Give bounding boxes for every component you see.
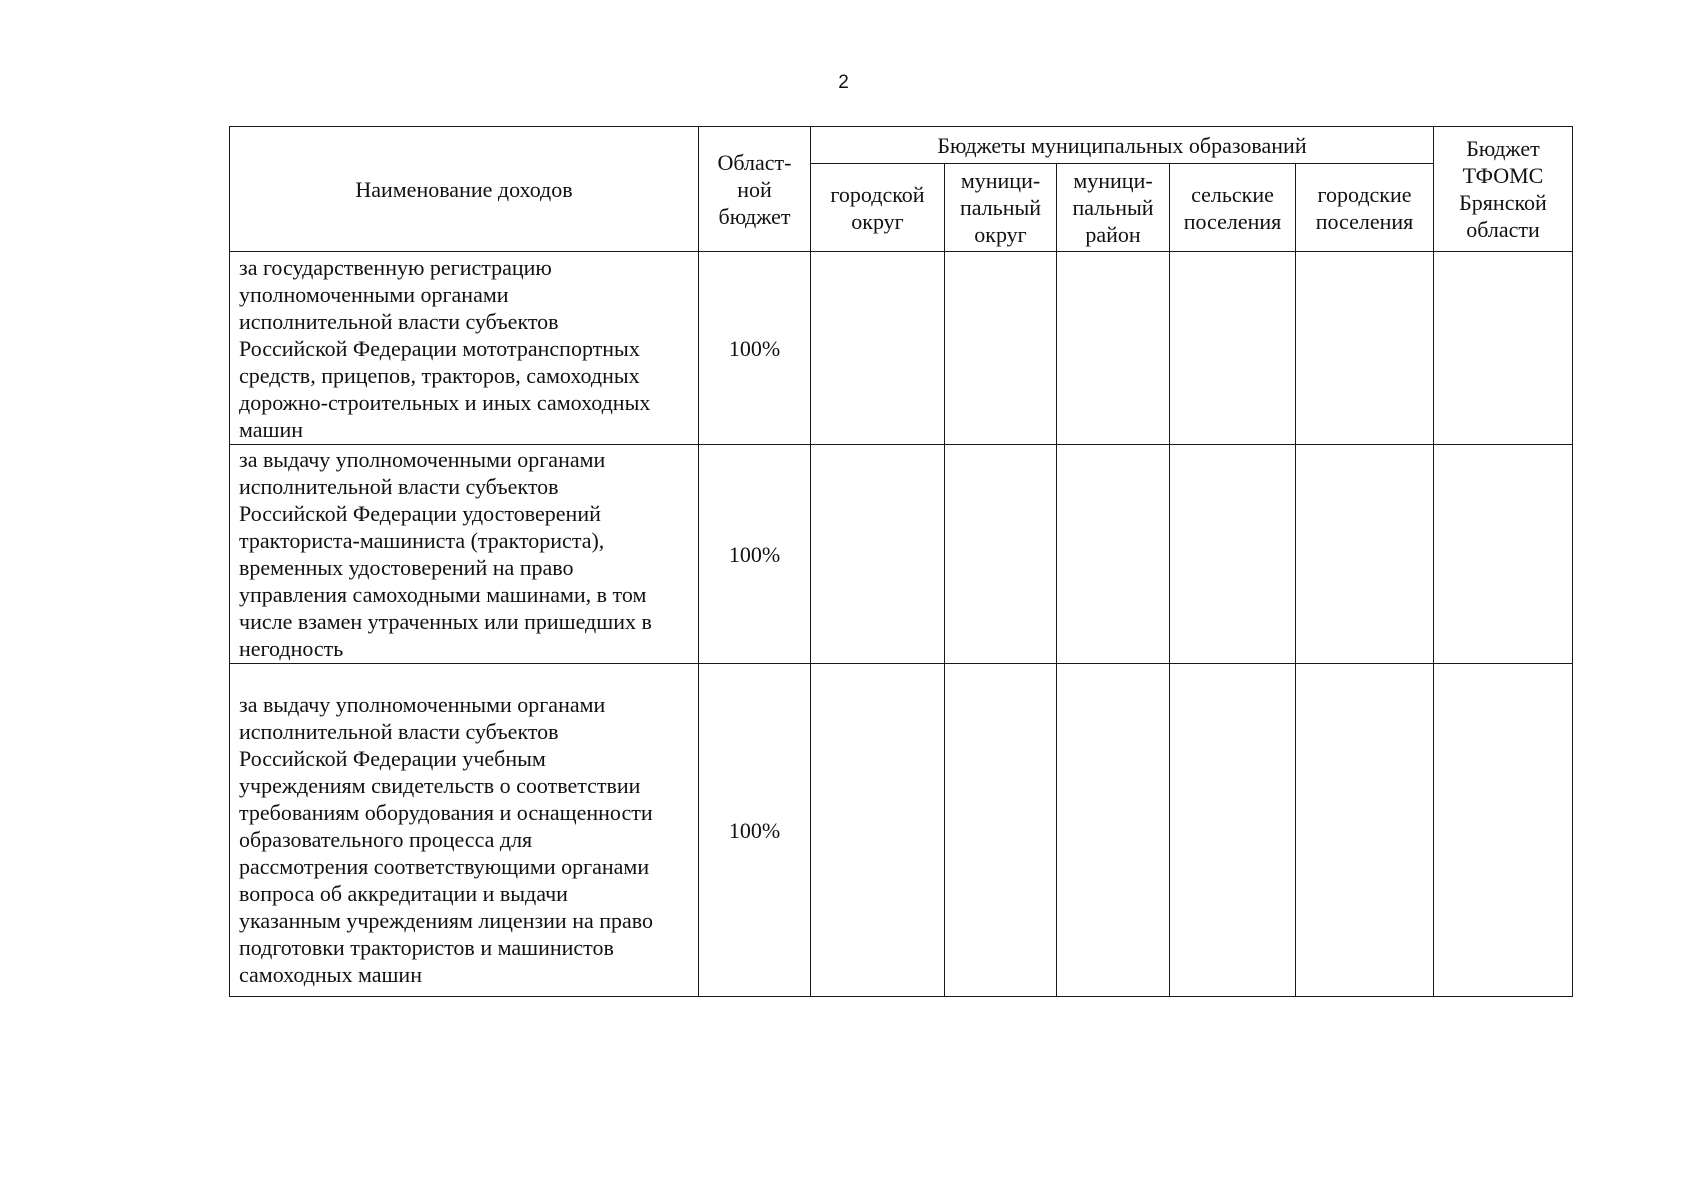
municipal-okrug-share-cell [945,664,1057,997]
header-municipal-okrug-text: муници- пальный округ [959,168,1042,247]
header-municipal-rayon-text: муници- пальный район [1072,168,1154,247]
tfoms-share-cell [1434,252,1573,445]
regional-share-cell: 100% [699,664,811,997]
header-municipal-budgets: Бюджеты муниципальных образований [811,127,1434,164]
rural-settlements-share-cell [1170,445,1296,664]
revenue-name-cell [230,252,699,445]
municipal-rayon-share-cell [1057,445,1170,664]
revenue-name-cell [230,664,699,997]
header-tfoms-budget [1434,127,1573,252]
rural-settlements-share-cell [1170,252,1296,445]
header-revenue-name: Наименование доходов [230,127,699,252]
header-regional-budget [699,127,811,252]
table-row [230,252,1573,445]
revenue-distribution-table [229,126,1573,997]
header-rural-settlements [1170,164,1296,252]
header-rural-settlements-text: сельские поселения [1183,181,1282,234]
table-header-row [230,127,1573,164]
header-city-district [811,164,945,252]
municipal-rayon-share-cell [1057,664,1170,997]
rural-settlements-share-cell [1170,664,1296,997]
revenue-name-text: за выдачу уполномоченными органами исполнительной власти субъектов Российской Федерации удостоверений тракториста-машиниста (тракториста), временных удостоверений на право управления самоходными машинами, в том числе взамен утраченных или пришедших в негодность [239,447,652,661]
header-city-district-text: городской округ [830,181,925,234]
city-district-share-cell [811,445,945,664]
city-district-share-cell [811,252,945,445]
revenue-name-text: за государственную регистрацию уполномоченными органами исполнительной власти субъектов Российской Федерации мототранспортных средств, прицепов, тракторов, самоходных дорожно-строительных и иных самоходных машин [239,254,651,442]
urban-settlements-share-cell [1296,664,1434,997]
table-row [230,445,1573,664]
header-tfoms-budget-text: Бюджет ТФОМС Брянской области [1459,136,1547,242]
municipal-okrug-share-cell [945,252,1057,445]
revenue-name-text: за выдачу уполномоченными органами исполнительной власти субъектов Российской Федерации учебным учреждениям свидетельств о соответствии требованиям оборудования и оснащенности образовательного процесса для рассмотрения соответствующими органами вопроса об аккредитации и выдачи указанным учреждениям лицензии на право подготовки трактористов и машинистов самоходных машин [239,691,654,987]
header-regional-budget-text: Област- ной бюджет [717,149,792,229]
header-urban-settlements [1296,164,1434,252]
regional-share-cell: 100% [699,445,811,664]
tfoms-share-cell [1434,445,1573,664]
table-row [230,664,1573,997]
urban-settlements-share-cell [1296,252,1434,445]
municipal-okrug-share-cell [945,445,1057,664]
header-urban-settlements-text: городские поселения [1315,181,1414,234]
municipal-rayon-share-cell [1057,252,1170,445]
urban-settlements-share-cell [1296,445,1434,664]
tfoms-share-cell [1434,664,1573,997]
revenue-name-cell [230,445,699,664]
header-municipal-rayon [1057,164,1170,252]
city-district-share-cell [811,664,945,997]
regional-share-cell: 100% [699,252,811,445]
page-number: 2 [838,72,849,93]
header-municipal-okrug [945,164,1057,252]
